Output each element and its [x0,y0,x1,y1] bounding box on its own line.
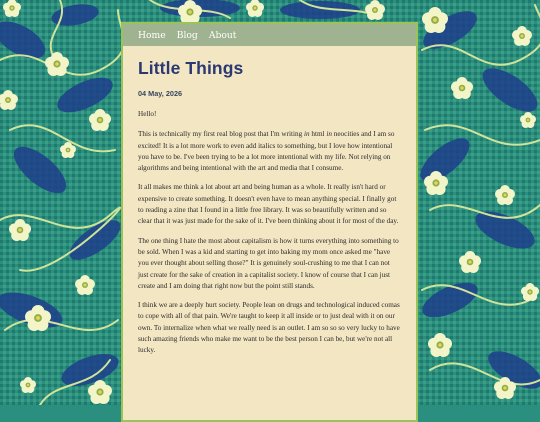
post-paragraph-1-emphasis-2: in [326,130,332,139]
post-paragraph-3: The one thing I hate the most about capitalism is how it turns everything into something to be sold. When I was a kid and starting to get into baking my mom once asked me "have you ever thought about selling those?" It is genuinely soul-crushing to me that I can not just create for the sake of creation in a capitalist society. I know of course that I can just create and I am doing that right now but the point still stands. [138,236,399,290]
post-title: Little Things [138,58,244,78]
nav-blog-link[interactable]: Blog [176,29,198,41]
post-greeting: Hello! [138,110,157,118]
blog-page-container [121,22,418,422]
post-paragraph-1-text-b: html [309,130,327,139]
post-paragraph-1 [138,129,401,174]
post-paragraph-1-text-c: neocities and I am so excited! It is a lot more work to even add italics to something, but I love how intentional you have to be. I've been trying to be a lot more intentional with my life. Not relying on algorithms and being intentional with the art and media that I consume. [138,130,395,173]
top-navigation [123,24,416,46]
post-paragraph-1-text-a: This is technically my first real blog post that I'm writing [138,130,304,139]
nav-home-link[interactable]: Home [138,29,166,41]
post-paragraph-2: It all makes me think a lot about art and being human as a whole. It really isn't hard or expensive to create something. It doesn't even have to mean anything special. I finally got to reading a zine that I found in a little free library. It was so beautifully written and so clear that it was just made for the sake of it. I've been thinking about it for most of the day. [138,183,399,226]
nav-about-link[interactable]: About [208,29,237,41]
blog-post [123,46,416,357]
post-paragraph-1-emphasis-1: in [303,130,310,139]
post-date: 04 May, 2026 [138,89,183,98]
post-paragraph-4: I think we are a deeply hurt society. People lean on drugs and technological induced comas to cope with all of that pain. We're taught to keep it all inside or to just deal with it on our own. To internalize when what we really need is an outlet. I am so so so very lucky to have such amazing friends who make me want to be the best person I can be, but we're not all lucky. [138,301,400,355]
